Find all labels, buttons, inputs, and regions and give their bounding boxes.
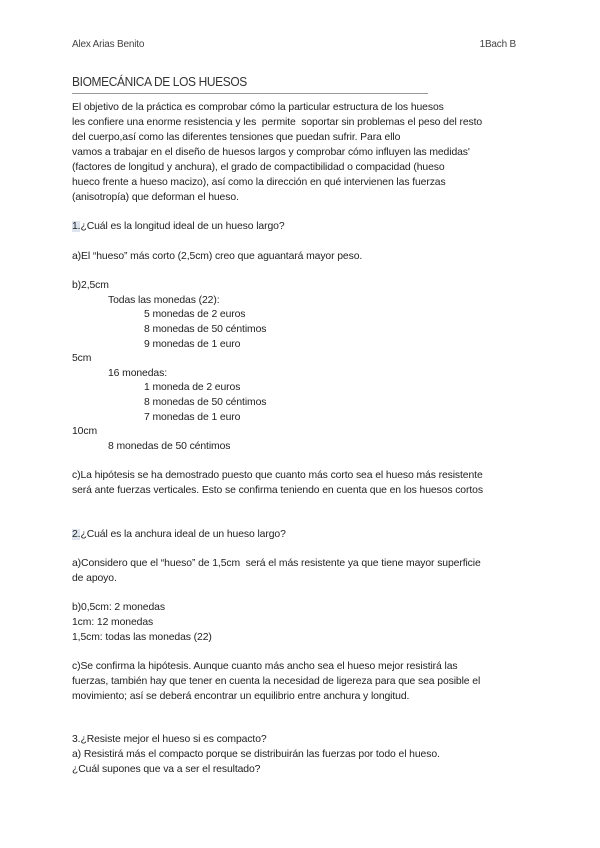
q1-answer-c: será ante fuerzas verticales. Esto se confirma teniendo en cuenta que en los huesos cortos xyxy=(72,485,483,496)
intro-line: (anisotropía) que deforman el hueso. xyxy=(72,192,239,203)
q2-answer-c: fuerzas, también hay que tener en cuenta la necesidad de ligereza para que sea posible el xyxy=(72,676,481,687)
document-title: BIOMECÁNICA DE LOS HUESOS xyxy=(72,74,247,89)
q3-question: 3.¿Resiste mejor el hueso si es compacto? xyxy=(72,734,267,745)
intro-line: El objetivo de la práctica es comprobar cómo la particular estructura de los huesos xyxy=(72,102,444,113)
q1-b-length: b)2,5cm xyxy=(72,280,109,291)
q1-answer-c: c)La hipótesis se ha demostrado puesto que cuanto más corto sea el hueso más resistente xyxy=(72,470,483,481)
q2-number: 2. xyxy=(72,529,81,540)
page-header-course: 1Bach B xyxy=(479,39,516,50)
q1-question: ¿Cuál es la longitud ideal de un hueso largo? xyxy=(80,221,285,232)
q2-heading xyxy=(72,527,286,542)
q3-answer-a: a) Resistirá más el compacto porque se distribuirán las fuerzas por todo el hueso. xyxy=(72,749,440,760)
q1-heading xyxy=(72,219,285,234)
q2-answer-c: c)Se confirma la hipótesis. Aunque cuanto más ancho sea el hueso mejor resistirá las xyxy=(72,661,458,672)
q2-answer-b: 1cm: 12 monedas xyxy=(72,617,154,628)
q1-b-total: 8 monedas de 50 céntimos xyxy=(108,441,231,452)
q1-b-item: 7 monedas de 1 euro xyxy=(144,412,241,423)
title-underline xyxy=(72,93,428,94)
q1-b-item: 8 monedas de 50 céntimos xyxy=(144,324,267,335)
q1-b-item: 5 monedas de 2 euros xyxy=(144,309,246,320)
q1-b-total: Todas las monedas (22): xyxy=(108,295,220,306)
q2-answer-a: a)Considero que el “hueso” de 1,5cm será el más resistente ya que tiene mayor superficie xyxy=(72,558,481,569)
q1-number: 1. xyxy=(72,221,81,232)
intro-line: del cuerpo,así como las diferentes tensiones que puedan sufrir. Para ello xyxy=(72,132,401,143)
q2-answer-c: movimiento; así se deberá encontrar un equilibrio entre anchura y longitud. xyxy=(72,691,410,702)
page-header-author: Alex Arias Benito xyxy=(72,39,145,50)
q1-b-total: 16 monedas: xyxy=(108,368,167,379)
q2-answer-b: 1,5cm: todas las monedas (22) xyxy=(72,632,212,643)
q2-answer-b: b)0,5cm: 2 monedas xyxy=(72,602,165,613)
q3-followup: ¿Cuál supones que va a ser el resultado? xyxy=(72,764,261,775)
intro-line: les confiere una enorme resistencia y les permite soportar sin problemas el peso del resto xyxy=(72,117,483,128)
q1-answer-a: a)El “hueso” más corto (2,5cm) creo que aguantará mayor peso. xyxy=(72,251,363,262)
q1-b-item: 8 monedas de 50 céntimos xyxy=(144,397,267,408)
q1-b-length: 10cm xyxy=(72,426,98,437)
q1-b-length: 5cm xyxy=(72,353,92,364)
intro-line: hueco frente a hueso macizo), así como la dirección en qué intervienen las fuerzas xyxy=(72,177,446,188)
q2-question: ¿Cuál es la anchura ideal de un hueso largo? xyxy=(80,529,286,540)
q1-b-item: 9 monedas de 1 euro xyxy=(144,339,241,350)
intro-line: (factores de longitud y anchura), el grado de compactibilidad o compacidad (hueso xyxy=(72,162,445,173)
q1-b-item: 1 moneda de 2 euros xyxy=(144,382,241,393)
intro-line: vamos a trabajar en el diseño de huesos largos y comprobar cómo influyen las medidas' xyxy=(72,147,470,158)
q2-answer-a: de apoyo. xyxy=(72,573,117,584)
